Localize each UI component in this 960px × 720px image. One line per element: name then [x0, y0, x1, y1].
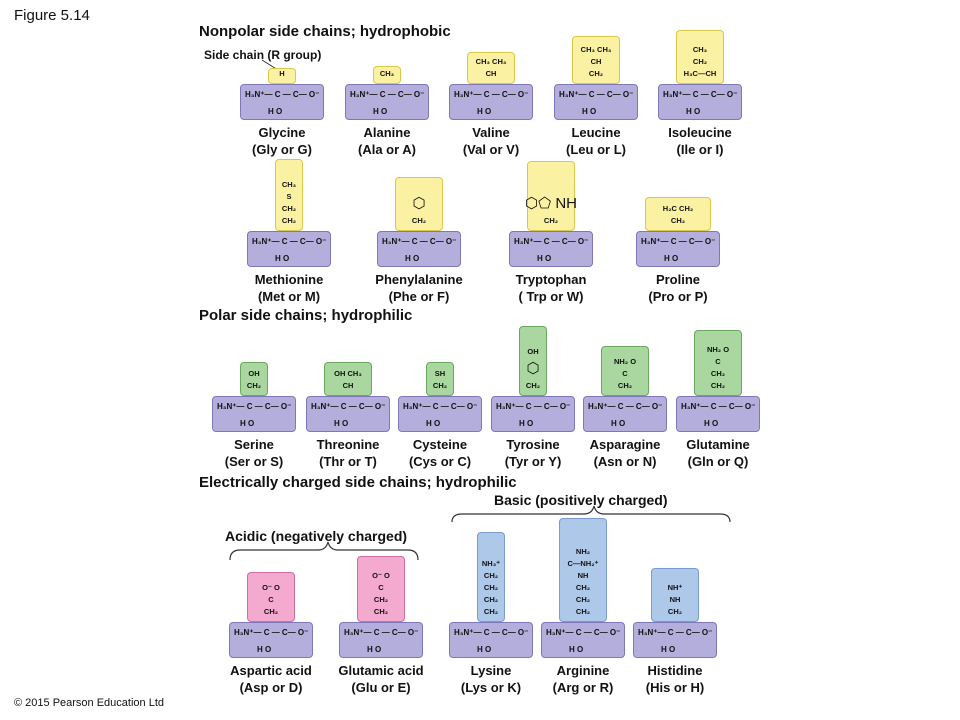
side-chain-line: CH₂ — [483, 595, 499, 604]
section-title-nonpolar: Nonpolar side chains; hydrophobic — [199, 23, 451, 40]
backbone-formula: H₃N⁺— C — C— O⁻ — [638, 628, 713, 637]
section-title-polar: Polar side chains; hydrophilic — [199, 307, 413, 324]
side-chain — [240, 362, 268, 396]
side-chain — [559, 518, 607, 622]
backbone — [449, 84, 533, 120]
backbone — [541, 622, 625, 658]
backbone — [229, 622, 313, 658]
amino-acid-abbreviation: (Ser or S) — [224, 454, 284, 469]
side-chain-line: NH₃⁺ — [481, 559, 501, 568]
backbone-formula: H₃N⁺— C — C— O⁻ — [245, 90, 320, 99]
side-chain — [324, 362, 372, 396]
side-chain-line: CH₂ — [617, 381, 633, 390]
amino-acid-name: Serine — [234, 437, 274, 452]
amino-acid-abbreviation: (Leu or L) — [566, 142, 626, 157]
backbone-substituents: H O — [268, 107, 283, 116]
side-chain-line: CH₂ — [710, 369, 726, 378]
side-chain — [395, 177, 443, 231]
amino-acid-abbreviation: (Met or M) — [257, 289, 321, 304]
backbone — [306, 396, 390, 432]
side-chain-line: CH₃ — [281, 180, 297, 189]
side-chain-line: CH₂ — [575, 607, 591, 616]
side-chain-line: CH₂ — [432, 381, 448, 390]
side-chain-line: CH₂ — [483, 583, 499, 592]
backbone-formula: H₃N⁺— C — C— O⁻ — [454, 90, 529, 99]
backbone — [240, 84, 324, 120]
side-chain-line: NH₂ O — [613, 357, 637, 366]
backbone — [633, 622, 717, 658]
side-chain — [694, 330, 742, 396]
side-chain-line: C — [715, 357, 721, 366]
backbone-substituents: H O — [569, 645, 584, 654]
backbone-formula: H₃N⁺— C — C— O⁻ — [217, 402, 292, 411]
backbone-formula: H₃N⁺— C — C— O⁻ — [234, 628, 309, 637]
amino-acid-abbreviation: (Arg or R) — [552, 680, 614, 695]
side-chain-line: CH₂ — [667, 607, 683, 616]
side-chain-line: CH₃ — [692, 45, 708, 54]
side-chain — [357, 556, 405, 622]
backbone — [398, 396, 482, 432]
backbone-substituents: H O — [405, 254, 420, 263]
side-chain-line: OH — [248, 369, 260, 378]
backbone-formula: H₃N⁺— C — C— O⁻ — [252, 237, 327, 246]
amino-acid-name: Aspartic acid — [230, 663, 312, 678]
backbone — [676, 396, 760, 432]
side-chain-line: ⬡⬠ NH — [525, 195, 577, 212]
side-chain-line: CH₂ — [373, 595, 389, 604]
side-chain-line: NH⁺ — [667, 583, 683, 592]
acidic-label: Acidic (negatively charged) — [225, 528, 408, 544]
backbone — [554, 84, 638, 120]
amino-acid-name: Tyrosine — [506, 437, 560, 452]
basic-label: Basic (positively charged) — [494, 492, 668, 508]
backbone — [449, 622, 533, 658]
side-chain-line: CH₂ — [483, 571, 499, 580]
side-chain-line: NH₂ O — [706, 345, 730, 354]
backbone-formula: H₃N⁺— C — C— O⁻ — [681, 402, 756, 411]
side-chain-line: CH₂ — [692, 57, 708, 66]
side-chain-line: CH₃ CH₃ — [580, 45, 612, 54]
side-chain — [247, 572, 295, 622]
side-chain — [373, 66, 401, 84]
section-title-charged: Electrically charged side chains; hydrophilic — [199, 474, 517, 491]
backbone — [491, 396, 575, 432]
amino-acid-abbreviation: (Gln or Q) — [687, 454, 749, 469]
backbone-formula: H₃N⁺— C — C— O⁻ — [403, 402, 478, 411]
backbone-substituents: H O — [664, 254, 679, 263]
amino-acid-name: Glycine — [258, 125, 306, 140]
backbone-formula: H₃N⁺— C — C— O⁻ — [350, 90, 425, 99]
backbone-formula: H₃N⁺— C — C— O⁻ — [344, 628, 419, 637]
amino-acid-abbreviation: (Ile or I) — [676, 142, 724, 157]
side-chain — [527, 161, 575, 231]
side-chain-line: C—NH₂⁺ — [567, 559, 599, 568]
backbone — [212, 396, 296, 432]
side-chain-line: CH — [342, 381, 354, 390]
backbone-substituents: H O — [275, 254, 290, 263]
amino-acid-abbreviation: (Asp or D) — [239, 680, 303, 695]
amino-acid-abbreviation: (Pro or P) — [648, 289, 708, 304]
side-chain-line: CH₃ — [379, 69, 395, 78]
backbone-formula: H₃N⁺— C — C— O⁻ — [559, 90, 634, 99]
side-chain-line: CH₂ — [543, 216, 559, 225]
amino-acid-abbreviation: (Gly or G) — [252, 142, 312, 157]
side-chain-line: CH₂ — [575, 595, 591, 604]
backbone — [636, 231, 720, 267]
backbone-formula: H₃N⁺— C — C— O⁻ — [588, 402, 663, 411]
side-chain-line: CH₂ — [670, 216, 686, 225]
backbone — [583, 396, 667, 432]
backbone-substituents: H O — [240, 419, 255, 428]
side-chain-line: SH — [434, 369, 446, 378]
amino-acid-abbreviation: (Tyr or Y) — [504, 454, 562, 469]
amino-acid-abbreviation: (Thr or T) — [319, 454, 377, 469]
side-chain-line: CH₂ — [281, 216, 297, 225]
backbone-substituents: H O — [373, 107, 388, 116]
side-chain-line: CH — [485, 69, 497, 78]
amino-acid-abbreviation: (Ala or A) — [357, 142, 417, 157]
amino-acid-name: Arginine — [556, 663, 610, 678]
side-chain-line: O⁻ O — [262, 583, 280, 592]
side-chain — [467, 52, 515, 84]
side-chain-line: CH₂ — [710, 381, 726, 390]
amino-acid-name: Cysteine — [412, 437, 468, 452]
amino-acid-abbreviation: (His or H) — [645, 680, 705, 695]
side-chain-line: H — [279, 69, 285, 78]
amino-acid-abbreviation: (Phe or F) — [388, 289, 450, 304]
amino-acid-name: Isoleucine — [668, 125, 732, 140]
backbone-substituents: H O — [537, 254, 552, 263]
side-chain-line: S — [286, 192, 292, 201]
backbone-formula: H₃N⁺— C — C— O⁻ — [311, 402, 386, 411]
amino-acid-name: Histidine — [647, 663, 703, 678]
amino-acid-abbreviation: (Lys or K) — [460, 680, 522, 695]
backbone — [658, 84, 742, 120]
side-chain-line: CH₂ — [525, 381, 541, 390]
side-chain — [572, 36, 620, 84]
backbone — [247, 231, 331, 267]
amino-acid-abbreviation: (Asn or N) — [593, 454, 657, 469]
backbone-formula: H₃N⁺— C — C— O⁻ — [663, 90, 738, 99]
r-group-label: Side chain (R group) — [204, 48, 322, 62]
side-chain — [651, 568, 699, 622]
side-chain-line: CH — [590, 57, 602, 66]
backbone-substituents: H O — [611, 419, 626, 428]
amino-acid-abbreviation: (Val or V) — [462, 142, 520, 157]
side-chain-line: CH₂ — [373, 607, 389, 616]
backbone — [377, 231, 461, 267]
side-chain-line: C — [378, 583, 384, 592]
amino-acid-name: Alanine — [363, 125, 411, 140]
amino-acid-name: Lysine — [470, 663, 512, 678]
amino-acid-abbreviation: ( Trp or W) — [518, 289, 584, 304]
side-chain-line: O⁻ O — [372, 571, 390, 580]
backbone — [509, 231, 593, 267]
backbone-formula: H₃N⁺— C — C— O⁻ — [382, 237, 457, 246]
side-chain-line: CH₂ — [575, 583, 591, 592]
backbone-substituents: H O — [477, 107, 492, 116]
backbone-substituents: H O — [661, 645, 676, 654]
side-chain-line: ⬡ — [412, 195, 426, 212]
side-chain — [426, 362, 454, 396]
side-chain — [601, 346, 649, 396]
side-chain — [477, 532, 505, 622]
side-chain-line: H₃C—CH — [683, 69, 717, 78]
side-chain-line: CH₂ — [411, 216, 427, 225]
amino-acid-name: Valine — [472, 125, 510, 140]
side-chain-line: CH₂ — [588, 69, 604, 78]
side-chain-line: ⬡ — [526, 360, 540, 377]
backbone-substituents: H O — [334, 419, 349, 428]
backbone-substituents: H O — [426, 419, 441, 428]
amino-acid-abbreviation: (Glu or E) — [351, 680, 411, 695]
backbone-formula: H₃N⁺— C — C— O⁻ — [641, 237, 716, 246]
backbone-formula: H₃N⁺— C — C— O⁻ — [514, 237, 589, 246]
amino-acid-name: Glutamic acid — [338, 663, 424, 678]
side-chain-line: NH₂ — [575, 547, 591, 556]
side-chain-line: NH — [577, 571, 589, 580]
side-chain-line: CH₂ — [263, 607, 279, 616]
backbone-substituents: H O — [519, 419, 534, 428]
amino-acid-name: Leucine — [571, 125, 621, 140]
side-chain-line: CH₂ — [281, 204, 297, 213]
side-chain — [645, 197, 711, 231]
backbone-substituents: H O — [477, 645, 492, 654]
side-chain — [519, 326, 547, 396]
side-chain-line: CH₂ — [246, 381, 262, 390]
copyright: © 2015 Pearson Education Ltd — [14, 697, 164, 709]
backbone-substituents: H O — [257, 645, 272, 654]
amino-acid-name: Methionine — [254, 272, 324, 287]
amino-acid-name: Threonine — [316, 437, 380, 452]
side-chain — [268, 68, 296, 84]
side-chain — [275, 159, 303, 231]
amino-acid-name: Tryptophan — [515, 272, 587, 287]
side-chain-line: OH — [527, 347, 539, 356]
side-chain — [676, 30, 724, 84]
backbone-substituents: H O — [704, 419, 719, 428]
side-chain-line: OH CH₃ — [334, 369, 362, 378]
backbone-substituents: H O — [582, 107, 597, 116]
side-chain-line: C — [268, 595, 274, 604]
backbone — [345, 84, 429, 120]
side-chain-line: CH₂ — [483, 607, 499, 616]
amino-acid-name: Phenylalanine — [375, 272, 463, 287]
backbone-substituents: H O — [367, 645, 382, 654]
amino-acid-abbreviation: (Cys or C) — [408, 454, 472, 469]
amino-acid-name: Asparagine — [589, 437, 661, 452]
amino-acid-name: Glutamine — [686, 437, 750, 452]
backbone — [339, 622, 423, 658]
amino-acid-name: Proline — [655, 272, 701, 287]
figure-label: Figure 5.14 — [14, 7, 90, 24]
side-chain-line: C — [622, 369, 628, 378]
backbone-formula: H₃N⁺— C — C— O⁻ — [496, 402, 571, 411]
backbone-formula: H₃N⁺— C — C— O⁻ — [454, 628, 529, 637]
side-chain-line: H₂C CH₂ — [662, 204, 694, 213]
backbone-formula: H₃N⁺— C — C— O⁻ — [546, 628, 621, 637]
side-chain-line: CH₃ CH₃ — [475, 57, 507, 66]
side-chain-line: NH — [669, 595, 681, 604]
backbone-substituents: H O — [686, 107, 701, 116]
